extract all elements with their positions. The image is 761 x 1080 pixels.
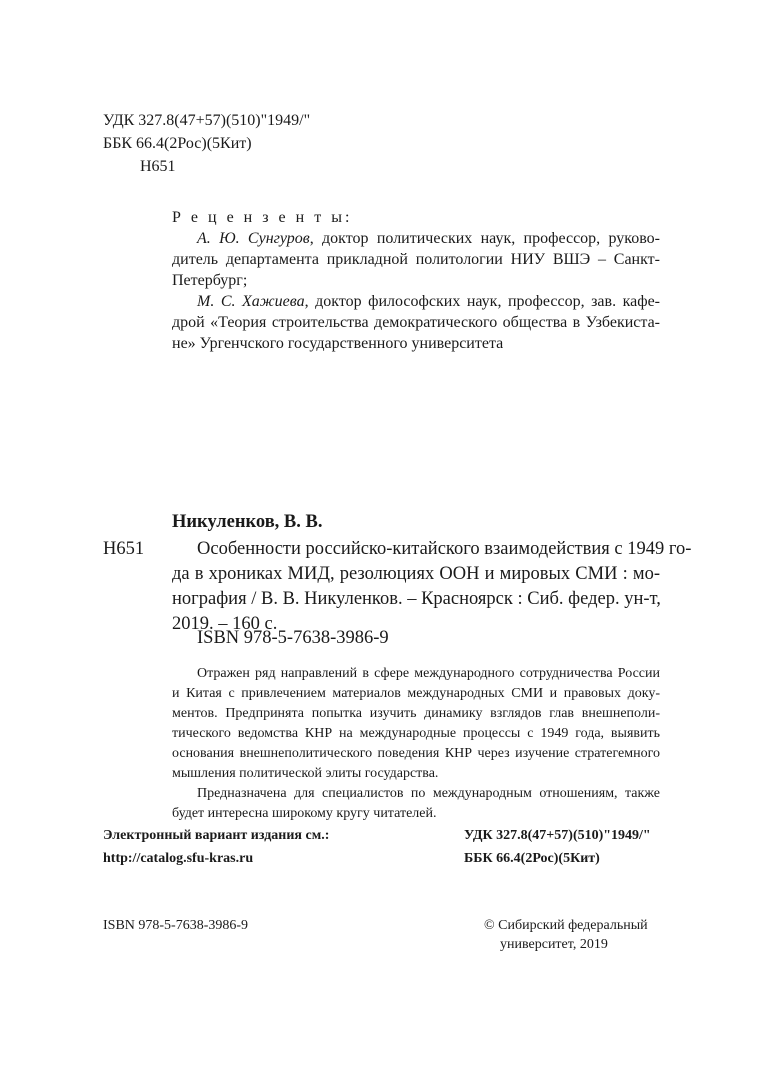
annotation-line-7: Предназначена для специалистов по международным отношениям, также <box>197 786 660 801</box>
reviewer-2-name: М. С. Хажиева <box>197 293 305 310</box>
annotation-line-3: ментов. Предпринята попытка изучить динамику взглядов глав внешнеполи- <box>172 706 660 721</box>
reviewers-heading: Р е ц е н з е н т ы: <box>172 209 353 226</box>
footer-udk: УДК 327.8(47+57)(510)"1949/" <box>464 828 651 843</box>
footer-bbk: ББК 66.4(2Рос)(5Кит) <box>464 851 600 866</box>
reviewer-1-name: А. Ю. Сунгуров <box>197 230 310 247</box>
annotation-line-8: будет интересна широкому кругу читателей. <box>172 806 437 821</box>
reviewer-1-line-1: А. Ю. Сунгуров, доктор политических наук, профессор, руково- <box>197 230 661 247</box>
udk-code: УДК 327.8(47+57)(510)"1949/" <box>103 112 311 129</box>
book-title-line-2: да в хрониках МИД, резолюциях ООН и мировых СМИ : мо- <box>172 564 660 584</box>
book-title-line-3: нография / В. В. Никуленков. – Красноярск : Сиб. федер. ун-т, <box>172 589 661 609</box>
annotation-line-5: основания внешнеполитического поведения КНР через изучение стратегемного <box>172 746 660 761</box>
electronic-version-label: Электронный вариант издания см.: <box>103 828 330 843</box>
record-author-mark: Н651 <box>103 539 145 559</box>
annotation-line-6: мышления политической элиты государства. <box>172 766 439 781</box>
book-author: Никуленков, В. В. <box>172 512 323 532</box>
copyright-line-2: университет, 2019 <box>500 937 608 952</box>
book-isbn: ISBN 978-5-7638-3986-9 <box>197 628 389 648</box>
annotation-line-2: и Китая с привлечением материалов международных СМИ и правовых доку- <box>172 686 660 701</box>
reviewer-2-line-3: не» Ургенчского государственного университета <box>172 335 504 352</box>
author-mark: Н651 <box>140 158 176 175</box>
book-title-line-4: 2019. – 160 с. <box>172 614 278 634</box>
annotation-line-1: Отражен ряд направлений в сфере международного сотрудничества России <box>197 666 660 681</box>
reviewer-2-line-2: дрой «Теория строительства демократического общества в Узбекиста- <box>172 314 660 331</box>
book-title-line-1: Особенности российско-китайского взаимодействия с 1949 го- <box>197 539 692 559</box>
footer-isbn: ISBN 978-5-7638-3986-9 <box>103 918 249 933</box>
reviewer-2-line-1: М. С. Хажиева, доктор философских наук, профессор, зав. кафе- <box>197 293 660 310</box>
reviewer-1-line-2: дитель департамента прикладной политологии НИУ ВШЭ – Санкт- <box>172 251 660 268</box>
annotation-line-4: тического ведомства КНР на международные процессы с 1949 года, выявить <box>172 726 660 741</box>
catalog-url: http://catalog.sfu-kras.ru <box>103 851 254 866</box>
bbk-code: ББК 66.4(2Рос)(5Кит) <box>103 135 252 152</box>
reviewer-1-line-3: Петербург; <box>172 272 248 289</box>
copyright-line-1: © Сибирский федеральный <box>484 918 648 933</box>
